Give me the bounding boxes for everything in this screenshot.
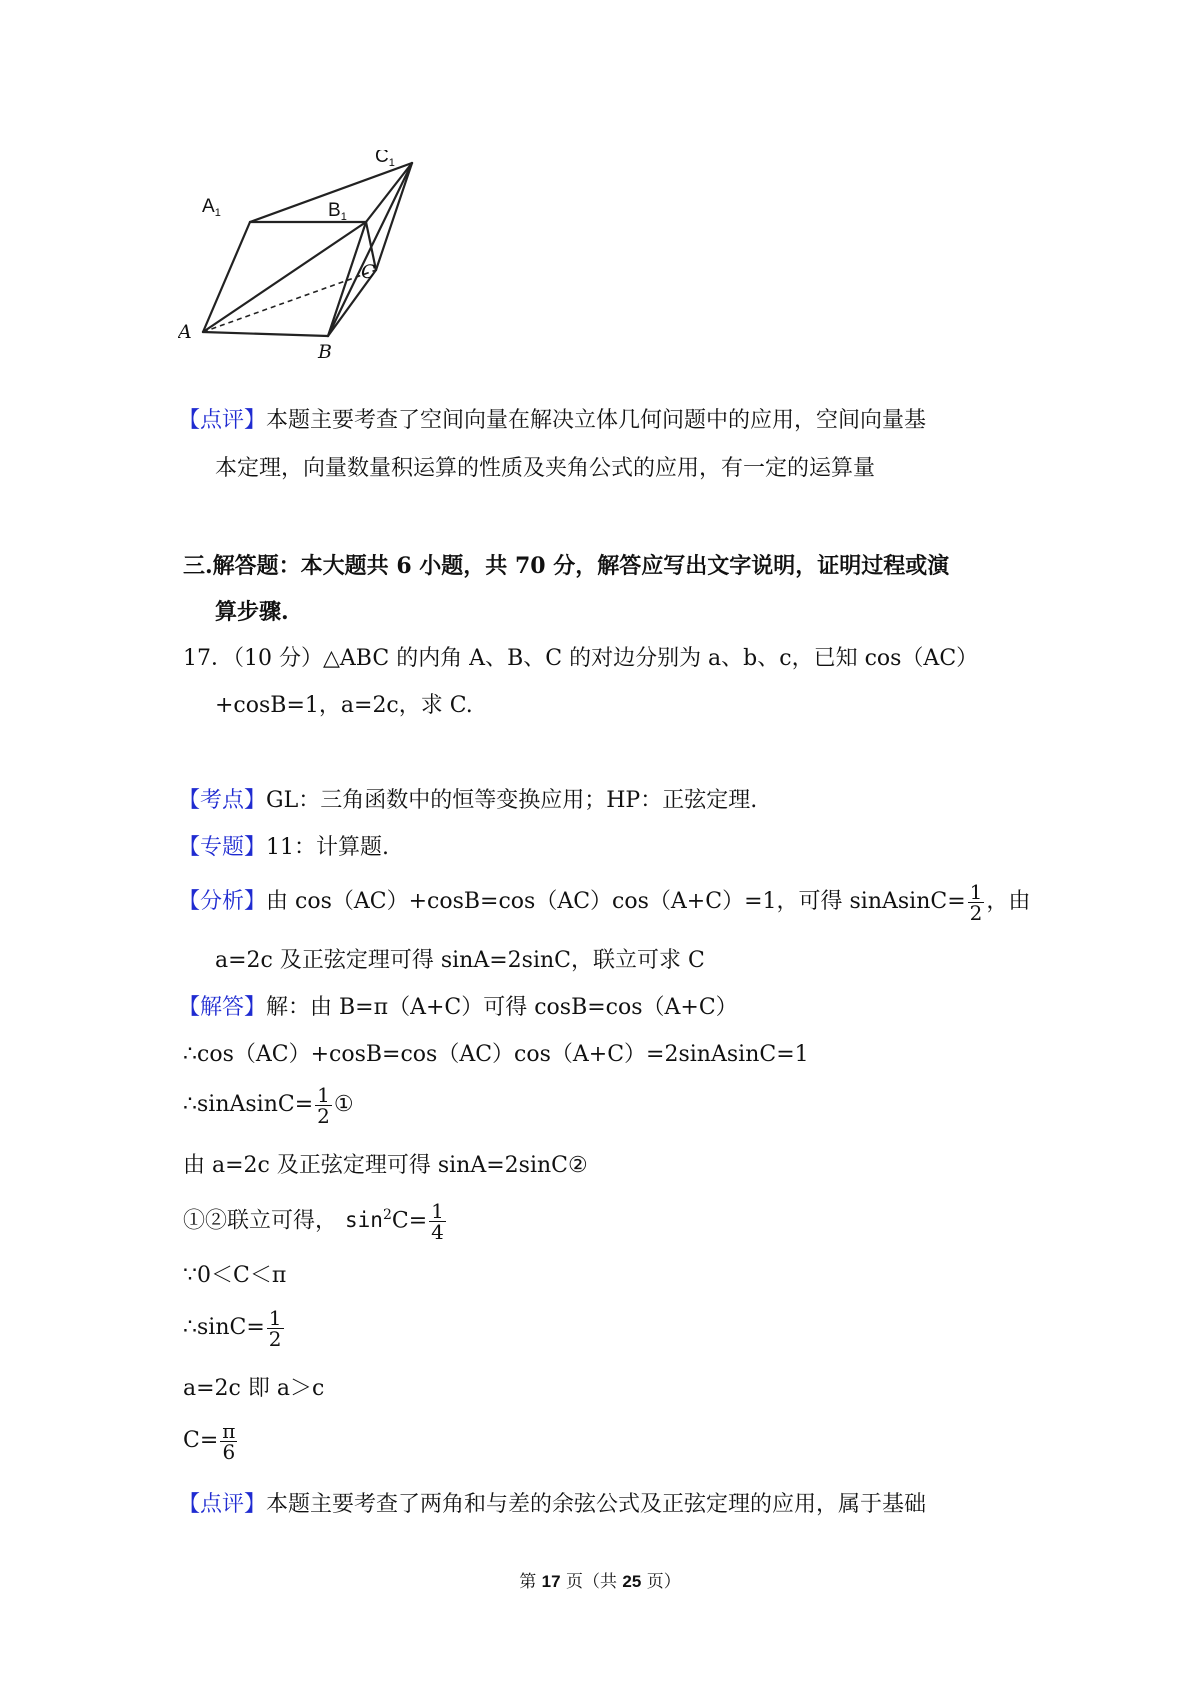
label-b1: $B_1$ — [328, 200, 347, 223]
label-a: A — [178, 321, 192, 343]
kaodian: 【考点】GL：三角函数中的恒等变换应用；HP：正弦定理. — [178, 788, 758, 813]
section-heading: 三.解答题：本大题共 6 小题，共 70 分，解答应写出文字说明，证明过程或演 — [183, 553, 950, 579]
jieda-line7: ∴sinC= $\frac{1}{2}$ — [183, 1305, 282, 1351]
prev-comment-line1: 【点评】本题主要考查了空间向量在解决立体几何问题中的应用，空间向量基 — [178, 408, 927, 433]
page-total: 25 — [622, 1572, 642, 1591]
jieda-line8: a=2c 即 a＞c — [183, 1376, 325, 1401]
page-number: 17 — [541, 1572, 561, 1591]
page-footer: 第 17 页（共 25 页） — [519, 1572, 681, 1592]
edge-a-c-hidden — [203, 270, 376, 332]
problem-line2: +cosB=1，a=2c，求 C. — [215, 693, 473, 718]
fenxi-tag: 【分析】 — [178, 889, 267, 914]
jieda-line9: C= $\frac{\pi}{6}$ — [183, 1418, 236, 1464]
label-c: C — [361, 261, 376, 283]
jieda-line1: 【解答】解：由 B=π﻿（A+C）可得 cosB=﻿cos（A+C） — [178, 995, 738, 1020]
section-heading-line2: 算步骤. — [215, 599, 289, 625]
jieda-line4: 由 a=2c 及正弦定理可得 sinA=2sinC② — [183, 1153, 588, 1178]
label-a1: $A_1$ — [202, 196, 221, 219]
problem-line1: 17．（10 分）△ABC 的内角 A、B、C 的对边分别为 a、b、c，已知 cos（A﻿C） — [183, 646, 979, 671]
fenxi-line1: 【分析】由 cos（A﻿C）+cosB=cos（A﻿C）﻿cos（A+C）=1，可得 sinAsinC= $\frac{1}{2}$ ，由 — [178, 879, 1031, 925]
jieda-line6: ∵0＜C＜π — [183, 1263, 287, 1288]
jieda-tag: 【解答】 — [178, 995, 267, 1020]
fenxi-fraction: $\frac{1}{2}$ — [969, 879, 983, 925]
comment-tag: 【点评】 — [178, 408, 267, 433]
zhuanti-tag: 【专题】 — [178, 835, 267, 860]
label-b: B — [318, 341, 332, 363]
jieda-line5: ①②联立可得， $\sin^2C=$ $\frac{1}{4}$ — [183, 1198, 444, 1244]
edge-c-c1 — [376, 163, 412, 270]
fenxi-line2: a=2c 及正弦定理可得 sinA=2sinC，联立可求 C — [215, 948, 705, 973]
label-c1: $C_1$ — [375, 150, 395, 169]
jieda-line3: ∴sinAsinC= $\frac{1}{2}$ ① — [183, 1082, 354, 1128]
edge-a-b — [203, 332, 328, 336]
kaodian-tag: 【考点】 — [178, 788, 267, 813]
comment2: 【点评】本题主要考查了两角和与差的余弦公式及正弦定理的应用，属于基础 — [178, 1492, 927, 1517]
comment2-tag: 【点评】 — [178, 1492, 267, 1517]
prism-figure — [178, 150, 418, 365]
zhuanti: 【专题】11：计算题. — [178, 835, 390, 860]
jieda-line2: ∴cos（A﻿C）+cosB=cos（A﻿C）﻿cos（A+C）=2sinAsinC=1 — [183, 1042, 809, 1067]
prev-comment-line2: 本定理，向量数量积运算的性质及夹角公式的应用，有一定的运算量 — [215, 456, 876, 481]
